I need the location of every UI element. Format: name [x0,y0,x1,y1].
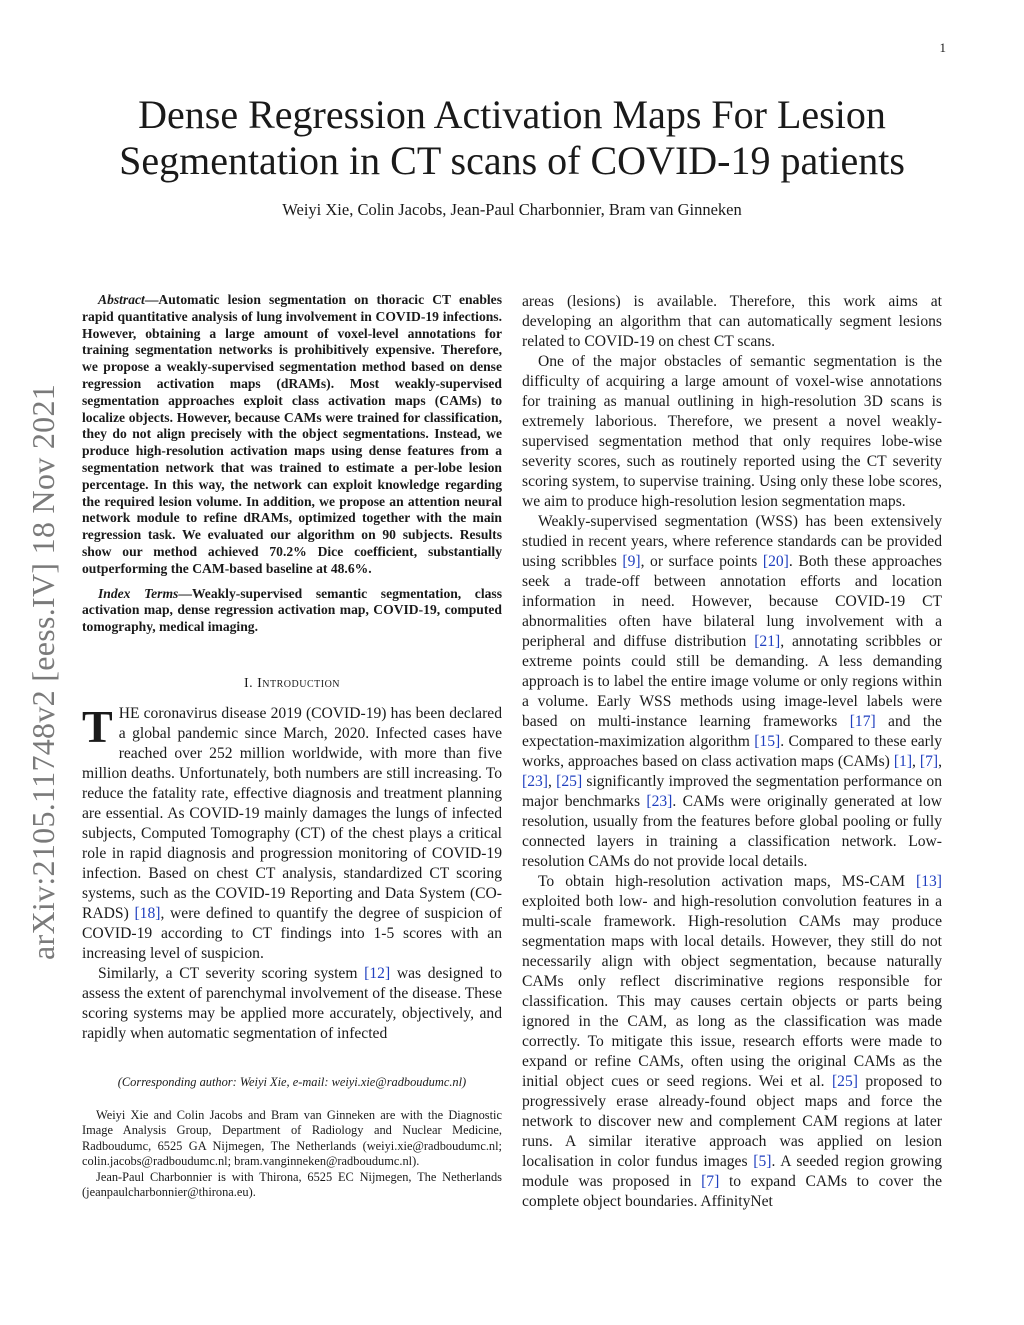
citation-link[interactable]: [25] [831,1073,858,1090]
abstract-text: —Automatic lesion segmentation on thoracic CT enables rapid quantitative analysis of lung involvement in COVID-19 infections. However, obtaining a large amount of voxel-level annotations for training segmentation networks is prohibitively expensive. Therefore, we propose a weakly-supervised segmentation method based on dense regression activation maps (dRAMs). Most weakly-supervised segmentation approaches exploit class activation maps (CAMs) to localize objects. However, because CAMs were trained for classification, they do not align precisely with the object segmentations. Instead, we produce high-resolution activation maps using dense features from a segmentation network that was trained to estimate a per-lobe lesion percentage. In this way, the network can exploit knowledge regarding the required lesion volume. In addition, we propose an attention neural network module to refine dRAMs, optimized together with the main regression task. We evaluated our algorithm on 90 subjects. Results show our method achieved 70.2% Dice coefficient, substantially outperforming the CAM-based baseline at 48.6%. [82,292,502,576]
text-run: , [912,753,920,770]
text-run: and the expectation-maximization algorithm [522,713,942,750]
intro-paragraph-2 [82,964,502,1044]
index-terms-label: Index Terms [98,585,179,601]
section-heading-introduction [82,676,502,692]
text-run: , or surface points [640,553,763,570]
section-title: Introduction [257,675,341,691]
text-run: exploited both low- and high-resolution convolution features in a multi-scale framework. High-resolution CAMs may produce segmentation maps with local details. However, they still do not necessarily align with object segmentation, because naturally CAMs only reflect discriminative regions responsible for classification. This may causes certain objects or parts being ignored in the CAM, as long as the classification was made correctly. To mitigate this issue, research efforts were made to expand or refine CAMs, often using the original CAMs as the initial object cues or seed regions. Wei et al. [522,893,942,1090]
right-paragraph-2: One of the major obstacles of semantic segmentation is the difficulty of acquiring a large amount of voxel-wise annotations for training as manual outlining in high-resolution 3D scans is extremely laborious. Therefore, we present a novel weakly-supervised segmentation method that only requires lobe-wise severity scores, such as routinely reported using the CT severity scoring system, to supervise training. Using only these lobe scores, we aim to produce high-resolution lesion segmentation maps. [522,353,942,510]
citation-link[interactable]: [23] [522,773,548,790]
affiliation-note-2: Jean-Paul Charbonnier is with Thirona, 6525 EC Nijmegen, The Netherlands (jeanpaulcharbonnier@thirona.eu). [82,1169,502,1200]
citation-link[interactable]: [7] [919,753,939,770]
citation-link[interactable]: [7] [701,1173,720,1190]
right-paragraph-1: areas (lesions) is available. Therefore, this work aims at developing an algorithm that can automatically segment lesions related to COVID-19 on chest CT scans. [522,293,942,350]
right-column [522,292,942,1212]
text-run: . A seeded region growing module was proposed in [522,1153,942,1190]
right-paragraph-4 [522,872,942,1212]
arxiv-identifier: arXiv:2105.11748v2 [eess.IV] 18 Nov 2021 [25,383,61,960]
citation-link[interactable]: [9] [622,553,641,570]
index-terms [82,586,502,636]
citation-link[interactable]: [17] [849,713,876,730]
author-list: Weiyi Xie, Colin Jacobs, Jean-Paul Charbonnier, Bram van Ginneken [282,200,742,219]
page-number: 1 [939,40,946,55]
abstract-label: Abstract [98,292,145,307]
title-line-2: Segmentation in CT scans of COVID-19 patients [119,138,905,183]
citation-link[interactable]: [1] [893,753,913,770]
citation-link[interactable]: [20] [762,553,789,570]
intro-paragraph-1 [82,700,502,964]
intro-p2-end: was designed to assess the extent of parenchymal involvement of the disease. These scoring systems may be applied more accurately, objectively, and rapidly when automatic segmentation of infected [82,964,502,1042]
text-run: to expand CAMs to cover the complete object boundaries. AffinityNet [522,1173,942,1210]
index-terms-text: —Weakly-supervised semantic segmentation, class activation map, dense regression activation map, COVID-19, computed tomography, medical imaging. [82,585,502,635]
text-run: To obtain high-resolution activation maps, MS-CAM [538,873,917,890]
corresponding-author-note: (Corresponding author: Weiyi Xie, e-mail: weiyi.xie@radboudumc.nl) [117,1074,467,1089]
text-run: , [547,773,557,790]
right-paragraph-3 [522,512,942,872]
paper-title [60,92,964,184]
citation-link[interactable]: [13] [916,873,942,890]
text-run: proposed to progressively erase already-found object maps and force the network to discover new and complement CAM regions at later runs. A similar iterative approach was applied on lesion localisation in color fundus images [522,1073,943,1170]
footnotes [82,1074,502,1201]
text-run: Weakly-supervised segmentation (WSS) has been extensively studied in recent years, where reference standards can be provided using scribbles [522,513,942,570]
left-column [82,292,502,1201]
affiliation-note-1: Weiyi Xie and Colin Jacobs and Bram van Ginneken are with the Diagnostic Image Analysis Group, Department of Radiology and Nuclear Medicine, Radboudumc, 6525 GA Nijmegen, The Netherlands (weiyi.xie@radboudumc.nl; colin.jacobs@radboudumc.nl; bram.vanginneken@radboudumc.nl). [82,1107,502,1169]
citation-link[interactable]: [18] [134,904,161,922]
abstract [82,292,502,578]
citation-link[interactable]: [21] [754,633,781,650]
text-run: , [938,753,942,770]
citation-link[interactable]: [23] [646,793,673,810]
citation-link[interactable]: [25] [556,773,583,790]
text-run: , annotating scribbles or extreme points could still be demanding. A less demanding approach is to label the entire image volume or only regions within a volume. Early WSS methods using image-level labels were based on multi-instance learning frameworks [522,633,942,730]
citation-link[interactable]: [5] [753,1153,772,1170]
section-number: I. [243,675,258,691]
citation-link[interactable]: [15] [754,733,781,750]
citation-link[interactable]: [12] [364,964,391,982]
title-line-1: Dense Regression Activation Maps For Lesion [138,92,886,137]
intro-p1-end: , were defined to quantify the degree of suspicion of COVID-19 according to CT findings into 1-5 scores with an increasing level of suspicion. [82,904,502,962]
text-run: significantly improved the segmentation performance on major benchmarks [522,773,943,810]
text-run: . Both these approaches seek a trade-off between annotation efforts and location information in need. However, because COVID-19 CT abnormalities often have bilateral lung involvement with a peripheral and diffuse distribution [522,553,942,650]
intro-p2-text: Similarly, a CT severity scoring system [98,964,365,982]
intro-p1-text: HE coronavirus disease 2019 (COVID-19) has been declared a global pandemic since March, 2020. Infected cases have reached over 252 million worldwide, with more than five million deaths. Unfortunately, both numbers are still increasing. To reduce the fatality rate, effective diagnosis and treatment planning are essential. As COVID-19 mainly damages the lungs of infected subjects, Computed Tomography (CT) of the chest plays a critical role in rapid diagnosis and progression monitoring of COVID-19 infection. Based on chest CT analysis, standardized CT scoring systems, such as the COVID-19 Reporting and Data System (CO-RADS) [82,704,502,922]
text-run: . CAMs were originally generated at low resolution, usually from the features before global pooling or fully connected layers in training a classification network. Low-resolution CAMs do not provide local details. [522,793,942,870]
drop-cap: T [82,700,113,752]
text-run: . Compared to these early works, approaches based on class activation maps (CAMs) [522,733,942,770]
